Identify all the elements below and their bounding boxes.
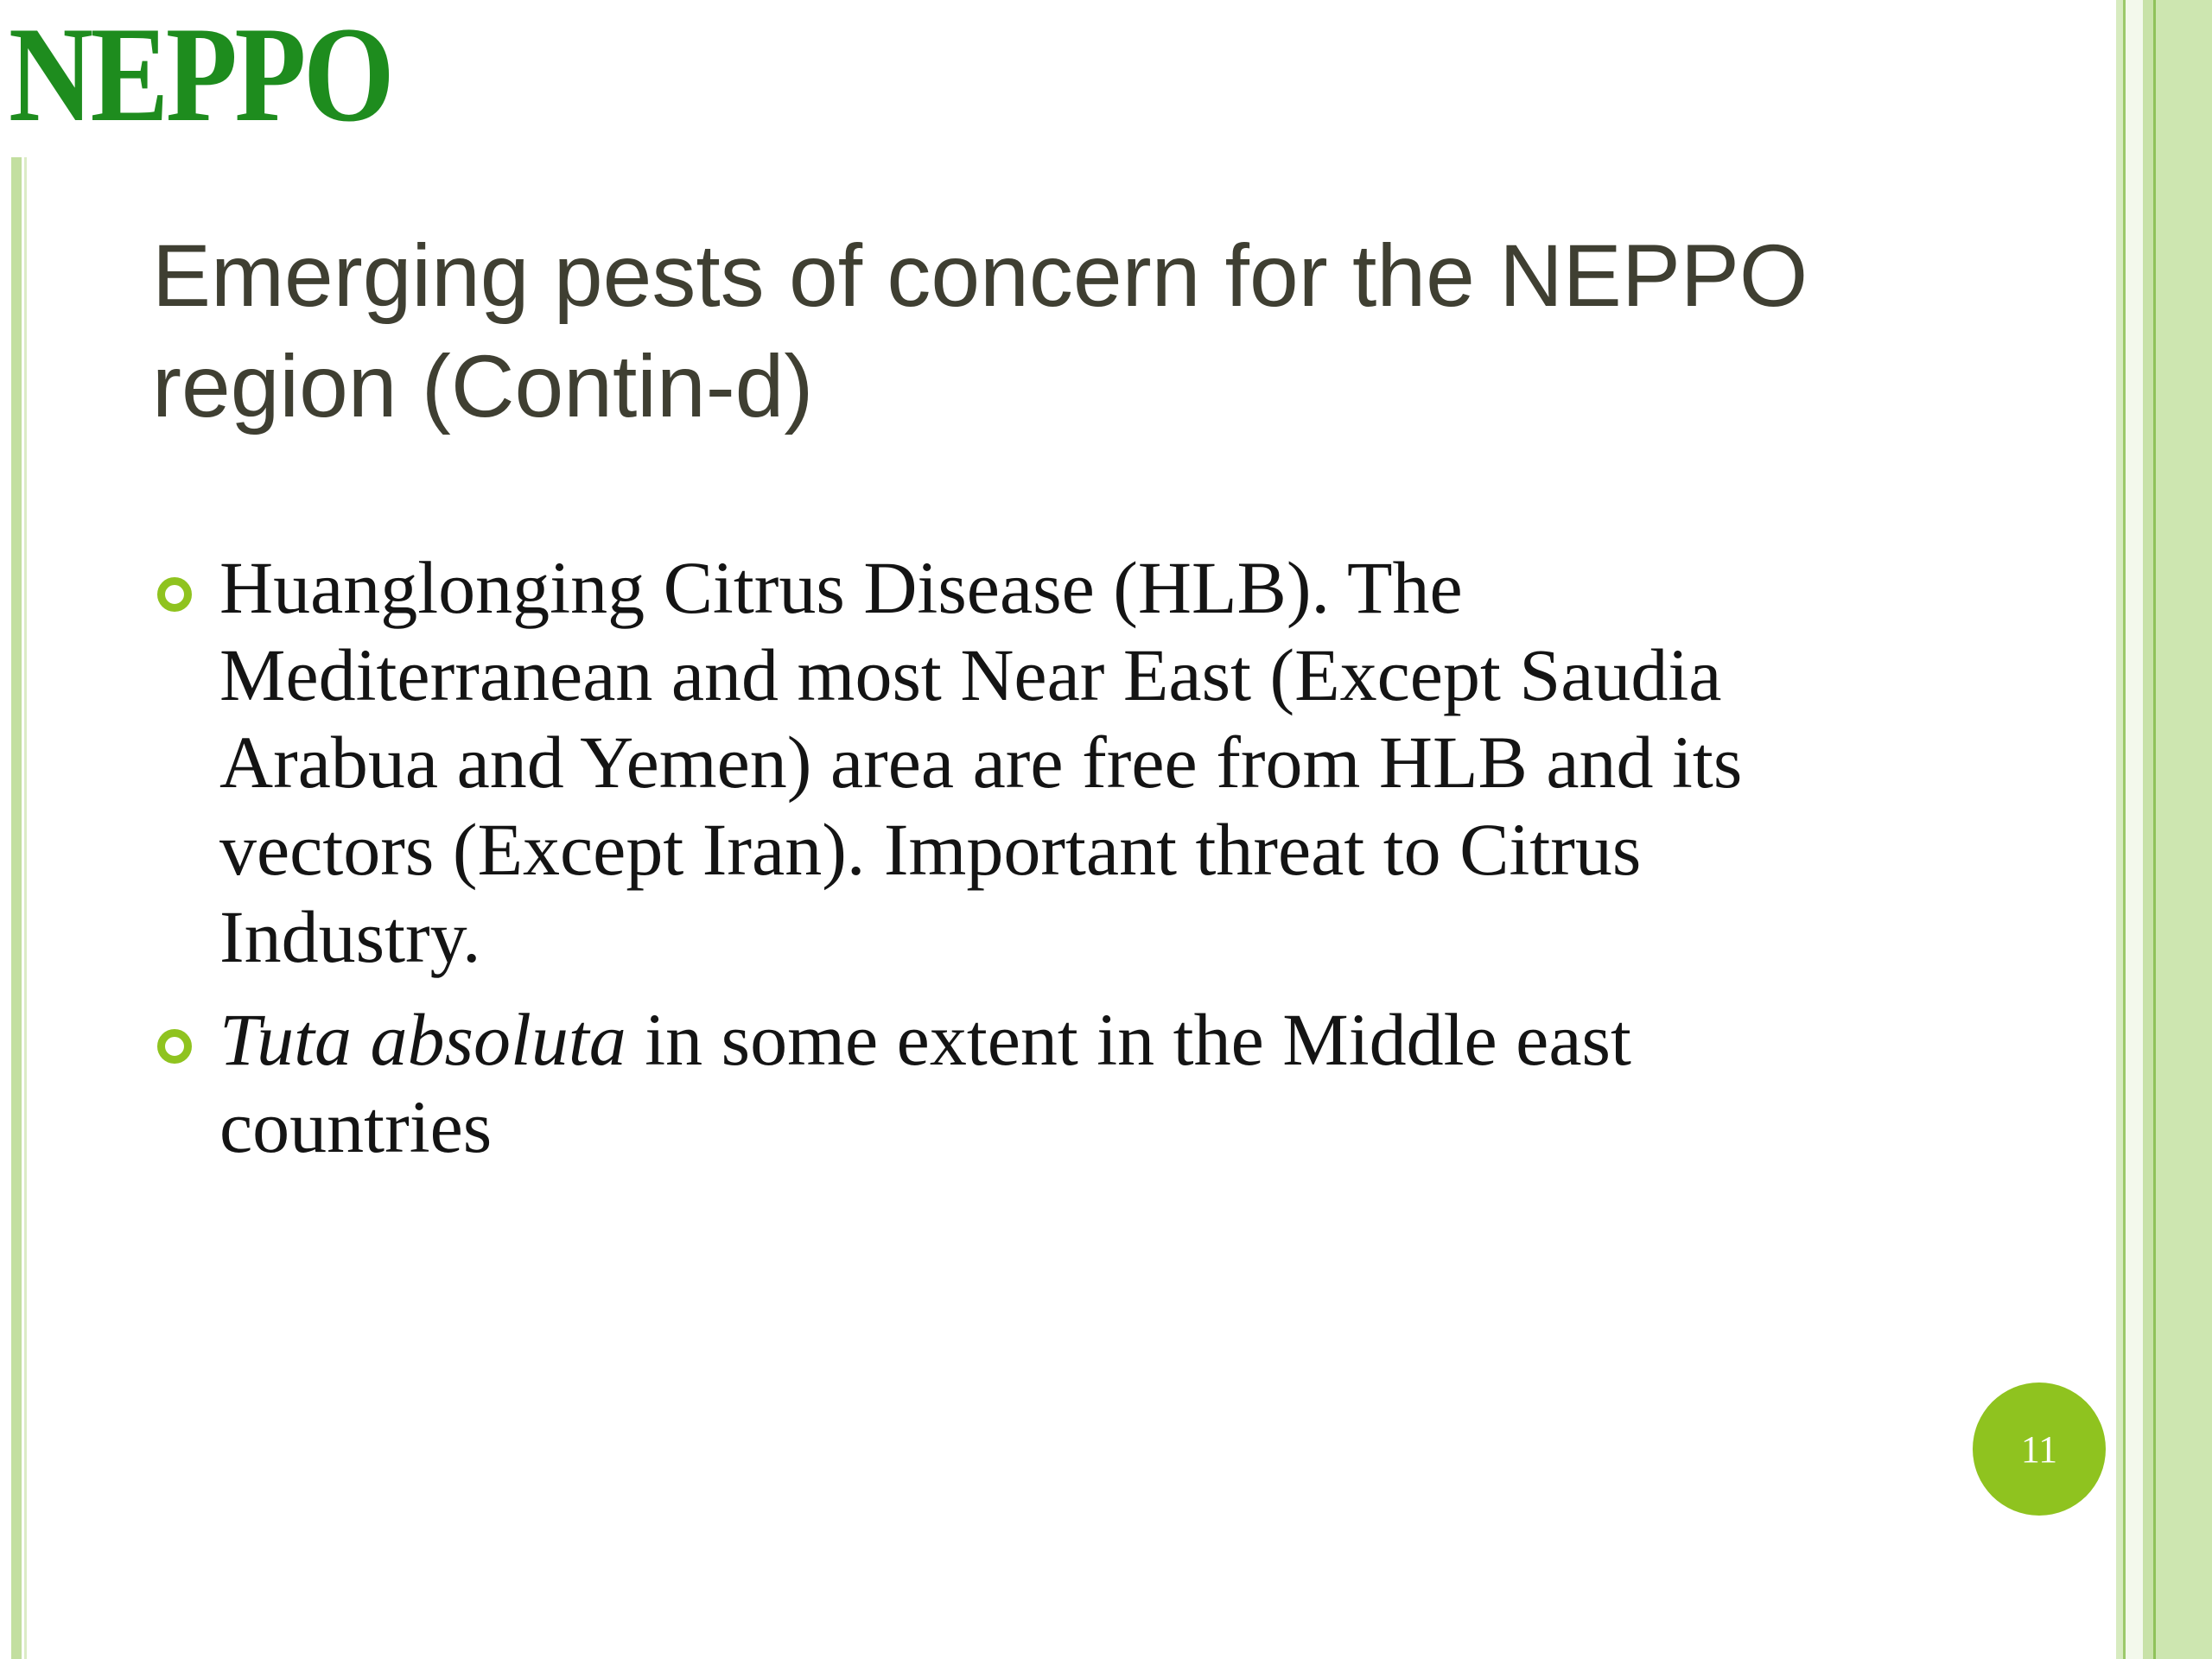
right-border-stripe	[2156, 0, 2212, 1659]
right-border-stripe	[2143, 0, 2153, 1659]
right-border-stripe	[2126, 0, 2143, 1659]
ring-bullet-icon	[157, 577, 192, 612]
bullet-item-tuta	[156, 996, 1884, 1171]
bullet-list	[156, 544, 1884, 1186]
ring-bullet-icon	[157, 1029, 192, 1064]
bullet-text: in some extent in the Middle east countries	[219, 998, 1631, 1168]
bullet-text: Huanglonging Citrus Disease (HLB). The Mediterranean and most Near East (Except Saudia Arabua and Yemen) area are free from HLB and its vectors (Except Iran). Important threat to Citrus Industry.	[219, 546, 1743, 978]
page-number-badge	[1973, 1382, 2106, 1516]
left-border-line-inner	[24, 157, 27, 1659]
right-border-stripe	[2116, 0, 2123, 1659]
left-border-line	[11, 157, 22, 1659]
slide-title: Emerging pests of concern for the NEPPO region (Contin-d)	[152, 226, 1808, 435]
neppo-logo: NEPPO	[9, 0, 392, 150]
species-name: Tuta absoluta	[219, 998, 626, 1081]
page-number: 11	[2020, 1427, 2058, 1471]
bullet-item-hlb	[156, 544, 1884, 981]
